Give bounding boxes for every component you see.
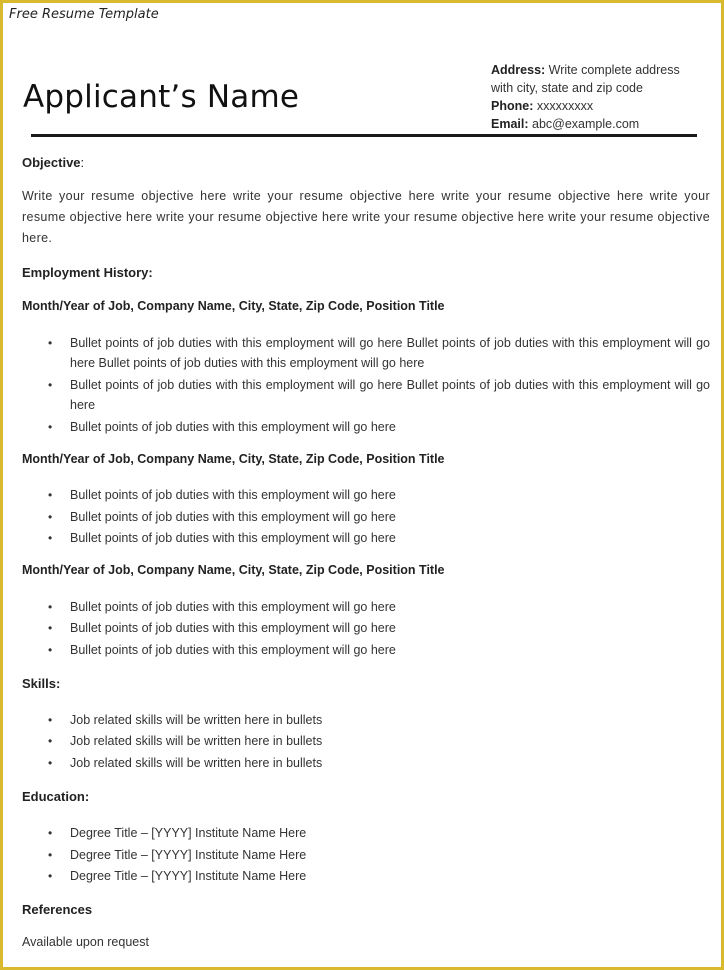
references-heading: References: [22, 902, 93, 917]
bullet-icon: •: [48, 713, 53, 727]
bullet-icon: •: [48, 378, 53, 392]
address-label: Address:: [491, 63, 546, 77]
employment-heading: Employment History:: [22, 265, 153, 280]
job-title-1: Month/Year of Job, Company Name, City, State, Zip Code, Position Title: [22, 299, 445, 313]
bullet-icon: •: [48, 643, 53, 657]
list-item: • Job related skills will be written here in bullets: [48, 731, 710, 751]
bullet-icon: •: [48, 420, 53, 434]
skills-heading: Skills:: [22, 676, 61, 691]
list-item: • Bullet points of job duties with this employment will go here: [48, 417, 710, 437]
job-title-2: Month/Year of Job, Company Name, City, State, Zip Code, Position Title: [22, 452, 445, 466]
list-item: • Degree Title – [YYYY] Institute Name Here: [48, 866, 710, 886]
list-item: • Bullet points of job duties with this employment will go here Bullet points of job duties with this employment will go here Bullet points of job duties with this employment will go here: [48, 333, 710, 373]
list-item: • Bullet points of job duties with this employment will go here: [48, 528, 710, 548]
list-item: • Bullet points of job duties with this employment will go here Bullet points of job duties with this employment will go here: [48, 375, 710, 415]
template-title: Free Resume Template: [9, 7, 159, 22]
address-line: [491, 61, 717, 79]
list-item: • Bullet points of job duties with this employment will go here: [48, 618, 710, 638]
job-title-3: Month/Year of Job, Company Name, City, State, Zip Code, Position Title: [22, 563, 445, 577]
applicant-name: Applicant’s Name: [23, 79, 300, 115]
list-item: • Degree Title – [YYYY] Institute Name Here: [48, 823, 710, 843]
list-item: • Bullet points of job duties with this employment will go here: [48, 640, 710, 660]
phone-label: Phone:: [491, 99, 534, 113]
address-line-2: with city, state and zip code: [491, 81, 643, 95]
phone-value: xxxxxxxxx: [536, 99, 594, 113]
objective-text: Write your resume objective here write your resume objective here write your resume objective here write your resume objective here write your resume objective here write your resume objective here write your resume objective here.: [22, 189, 710, 245]
header-divider: [31, 134, 697, 137]
bullet-icon: •: [48, 826, 53, 840]
phone-line: [491, 97, 717, 115]
list-item: • Bullet points of job duties with this employment will go here: [48, 597, 710, 617]
contact-block: [491, 61, 717, 133]
bullet-icon: •: [48, 531, 53, 545]
education-heading: Education:: [22, 789, 90, 804]
email-value: abc@example.com: [532, 117, 640, 131]
bullet-icon: •: [48, 869, 53, 883]
list-item: • Bullet points of job duties with this employment will go here: [48, 485, 710, 505]
bullet-icon: •: [48, 336, 53, 350]
email-line: [491, 115, 717, 133]
bullet-icon: •: [48, 848, 53, 862]
list-item: • Degree Title – [YYYY] Institute Name Here: [48, 845, 710, 865]
objective-heading: Objective:: [22, 155, 85, 170]
address-value: Write complete address: [548, 63, 680, 77]
bullet-icon: •: [48, 600, 53, 614]
list-item: • Job related skills will be written here in bullets: [48, 753, 710, 773]
bullet-icon: •: [48, 734, 53, 748]
bullet-icon: •: [48, 621, 53, 635]
bullet-icon: •: [48, 510, 53, 524]
list-item: • Bullet points of job duties with this employment will go here: [48, 507, 710, 527]
bullet-icon: •: [48, 756, 53, 770]
bullet-icon: •: [48, 488, 53, 502]
email-label: Email:: [491, 117, 529, 131]
list-item: • Job related skills will be written here in bullets: [48, 710, 710, 730]
references-text: Available upon request: [22, 935, 149, 949]
